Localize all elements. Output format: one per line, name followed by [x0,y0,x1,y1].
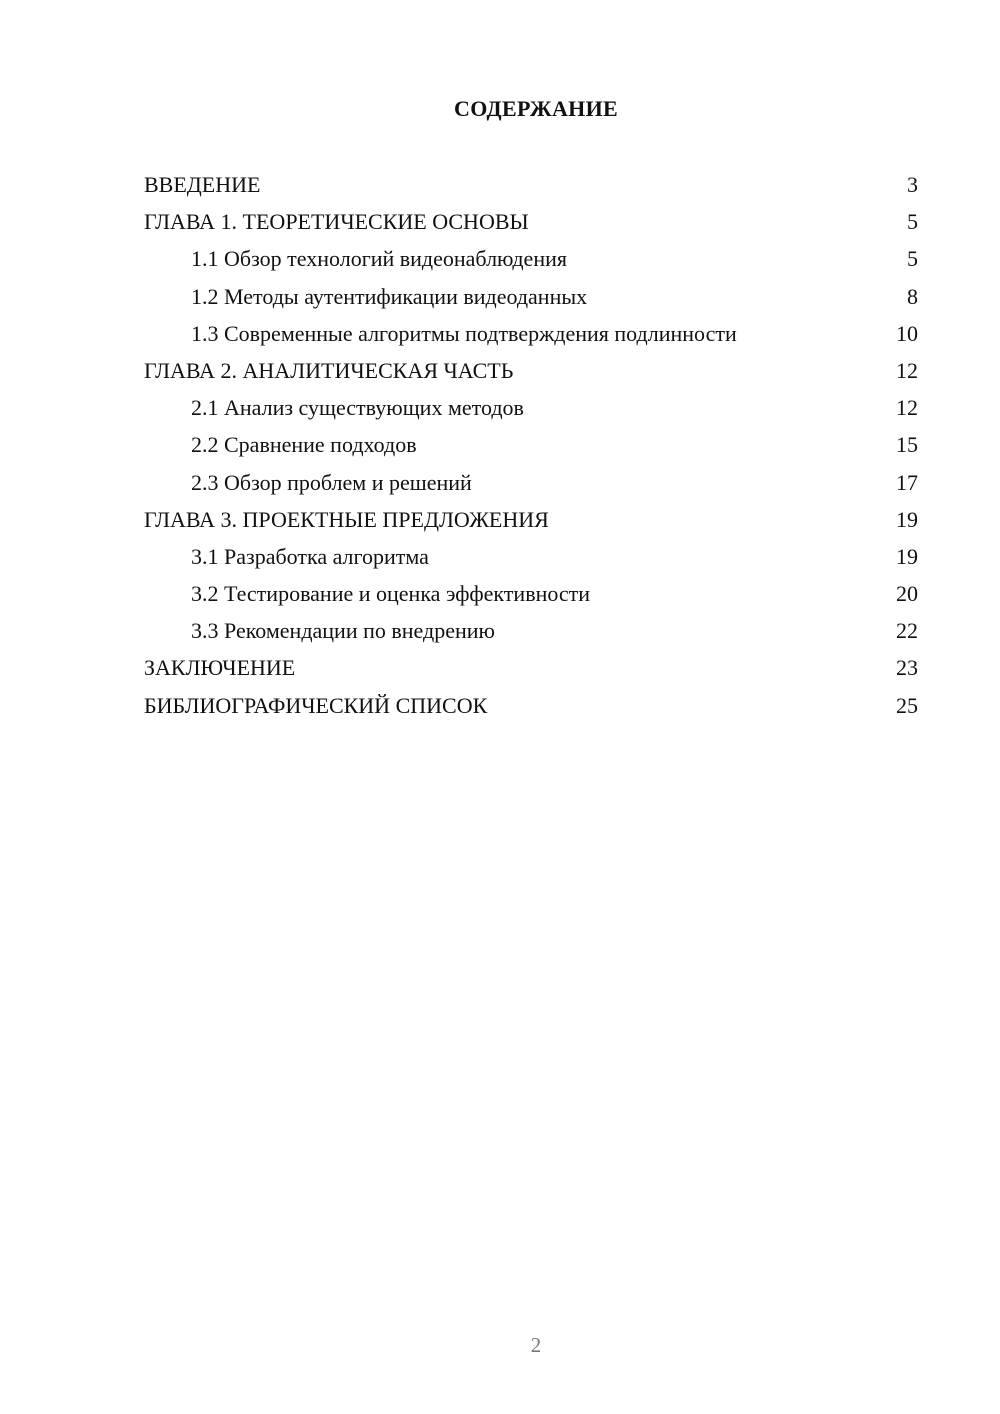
toc-entry-label: 3.2 Тестирование и оценка эффективности [191,581,591,607]
toc-entry-page: 22 [896,618,918,644]
toc-entry-section-1-2 [144,278,918,315]
toc-entry-page: 10 [896,320,918,346]
toc-entry-section-1-1 [144,240,918,277]
toc-entry-label: 2.1 Анализ существующих методов [191,395,524,421]
toc-entry-page: 23 [896,655,918,681]
toc-entry-section-2-2 [144,426,918,463]
toc-entry-chapter-3 [144,501,918,538]
toc-entry-section-1-3 [144,315,918,352]
toc-entry-label: ГЛАВА 1. ТЕОРЕТИЧЕСКИЕ ОСНОВЫ [144,209,529,235]
toc-entry-page: 8 [907,283,918,309]
table-of-contents [144,166,918,724]
toc-entry-chapter-2 [144,352,918,389]
toc-entry-page: 5 [907,246,918,272]
toc-entry-label: 1.3 Современные алгоритмы подтверждения подлинности [191,320,737,346]
toc-entry-label: 2.2 Сравнение подходов [191,432,417,458]
toc-entry-label: 3.3 Рекомендации по внедрению [191,618,495,644]
toc-entry-bibliography [144,687,918,724]
toc-entry-page: 19 [896,543,918,569]
toc-entry-page: 12 [896,357,918,383]
toc-entry-label: ГЛАВА 2. АНАЛИТИЧЕСКАЯ ЧАСТЬ [144,357,514,383]
toc-entry-section-2-3 [144,464,918,501]
toc-entry-label: 1.2 Методы аутентификации видеоданных [191,283,588,309]
page-title: СОДЕРЖАНИЕ [454,96,618,121]
toc-entry-label: ЗАКЛЮЧЕНИЕ [144,655,296,681]
toc-entry-page: 3 [907,172,918,197]
toc-entry-page: 20 [896,581,918,607]
toc-entry-chapter-1 [144,203,918,240]
toc-entry-label: 2.3 Обзор проблем и решений [191,469,472,495]
toc-entry-label: 1.1 Обзор технологий видеонаблюдения [191,246,567,272]
toc-entry-section-3-2 [144,575,918,612]
toc-entry-introduction [144,166,918,203]
toc-entry-label: БИБЛИОГРАФИЧЕСКИЙ СПИСОК [144,692,488,718]
toc-entry-label: ВВЕДЕНИЕ [144,172,261,197]
toc-entry-page: 19 [896,506,918,532]
toc-entry-label: 3.1 Разработка алгоритма [191,543,429,569]
toc-entry-conclusion [144,649,918,686]
toc-entry-page: 5 [907,209,918,235]
toc-entry-page: 12 [896,395,918,421]
toc-entry-section-2-1 [144,389,918,426]
toc-entry-page: 15 [896,432,918,458]
toc-entry-page: 25 [896,692,918,718]
toc-entry-page: 17 [896,469,918,495]
toc-entry-section-3-1 [144,538,918,575]
toc-entry-section-3-3 [144,612,918,649]
toc-entry-label: ГЛАВА 3. ПРОЕКТНЫЕ ПРЕДЛОЖЕНИЯ [144,506,549,532]
page-number: 2 [530,1333,542,1357]
